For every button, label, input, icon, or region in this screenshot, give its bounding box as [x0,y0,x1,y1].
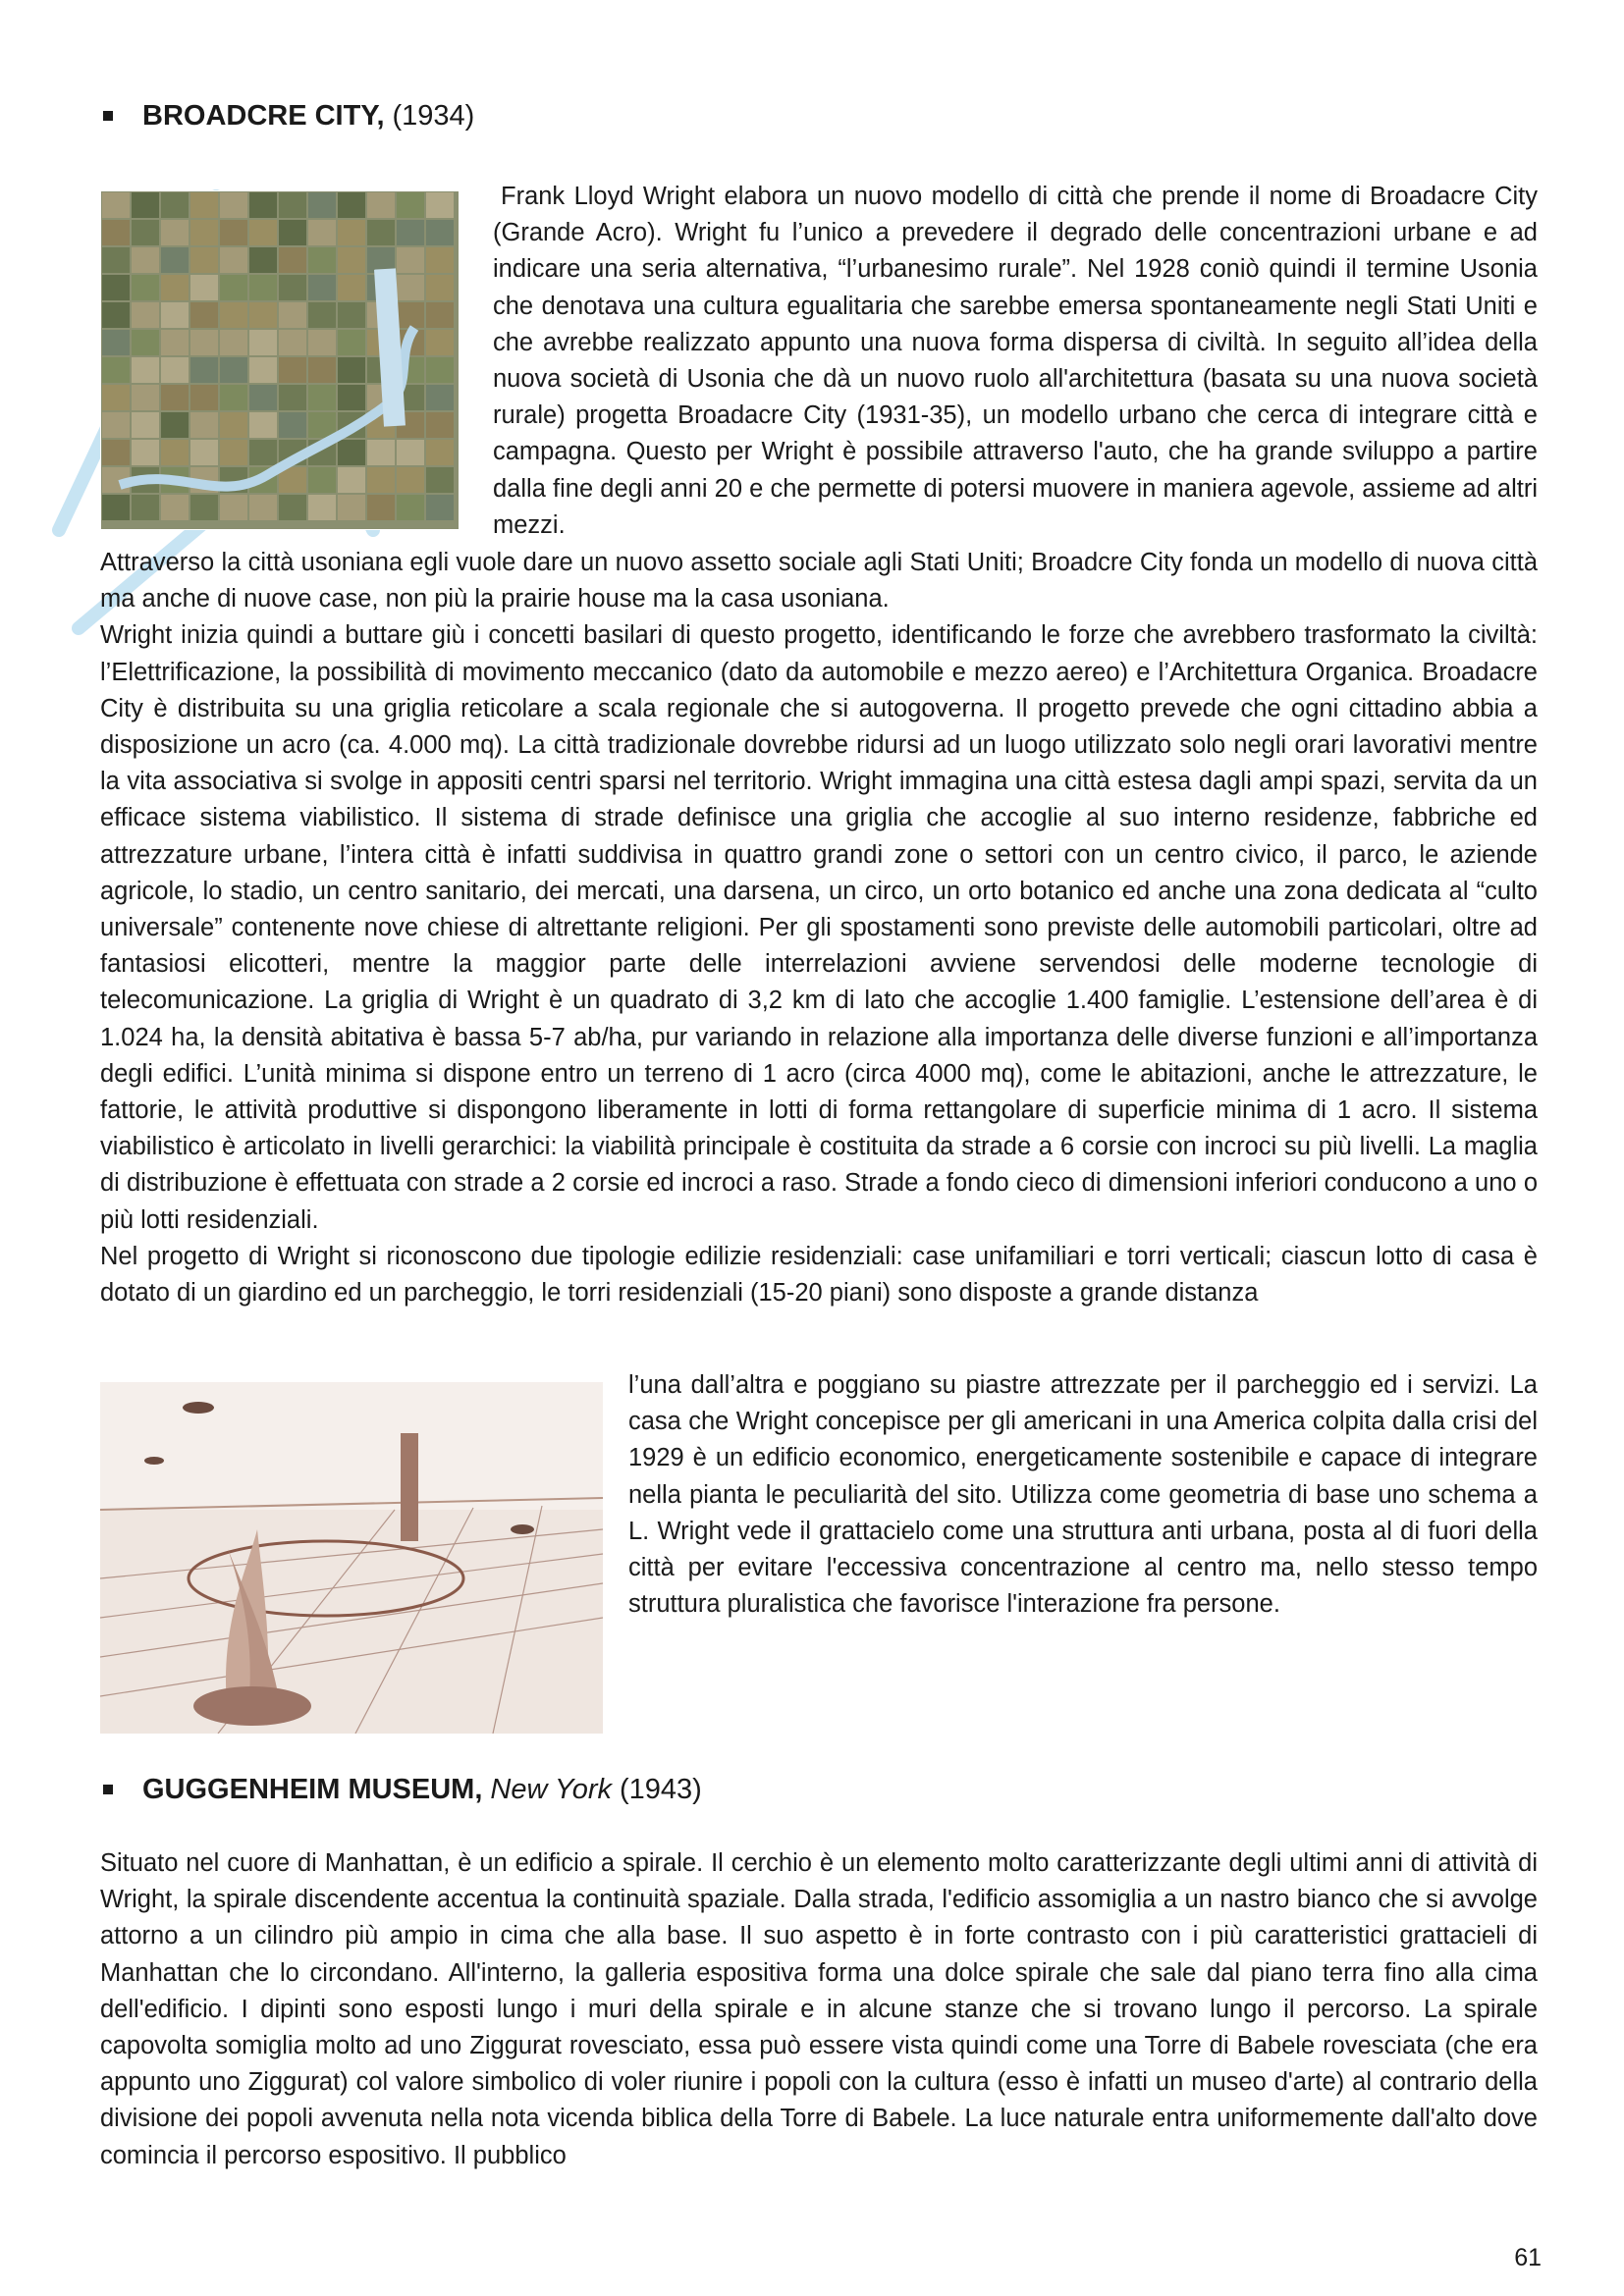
section-heading-broadacre [103,98,474,133]
section-heading-guggenheim [103,1772,702,1807]
paragraph-torri: l’una dall’altra e poggiano su piastre attrezzate per il parcheggio ed i servizi. La casa che Wright concepisce per gli americani in una America colpita dalla crisi del 1929 è un edificio economico, energeticamente sostenibile e capace di integrare nella pianta le peculiarità del sito. Utilizza come geometria di base uno schema a L. Wright vede il grattacielo come una struttura anti urbana, posta al di fuori della città per evitare l'eccessiva concentrazione al centro ma, nello stesso tempo struttura pluralistica che favorisce l'interazione fra persone. [628,1371,1538,1619]
broadacre-perspective-image [100,1382,603,1734]
bullet-icon [103,1785,113,1794]
bullet-icon [103,111,113,121]
page-number: 61 [1514,2244,1542,2271]
body-paragraphs-1 [100,545,1538,1311]
heading-year: (1943) [619,1774,702,1805]
intro-paragraph: Frank Lloyd Wright elabora un nuovo modello di città che prende il nome di Broadacre City (Grande Acro). Wright fu l’unico a prevedere il degrado delle concentrazioni urbane e ad indicare una seria alternativa, “l’urbanesimo rurale”. Nel 1928 coniò quindi il termine Usonia che denotava una cultura egualitaria che sarebbe emersa spontaneamente negli Stati Uniti e che avrebbe realizzato appunto una nuova forma dispersa di civiltà. In seguito all’idea della nuova società di Usonia che dà un nuovo ruolo all'architettura (basata su una nuova società rurale) progetta Broadacre City (1931-35), un modello urbano che cerca di integrare città e campagna. Questo per Wright è possibile attraverso l'auto, che ha grande sviluppo a partire dalla fine degli anni 20 e che permette di potersi muovere in maniera agevole, assieme ad altri mezzi. [493,183,1538,539]
paragraph-tipologie: Nel progetto di Wright si riconoscono due tipologie edilizie residenziali: case unifamiliari e torri verticali; ciascun lotto di casa è dotato di un giardino ed un parcheggio, le torri residenziali (15-20 piani) sono disposte a grande distanza [100,1242,1538,1308]
heading-place: New York [490,1774,612,1805]
heading-year: (1934) [392,100,475,132]
paragraph-guggenheim: Situato nel cuore di Manhattan, è un edificio a spirale. Il cerchio è un elemento molto caratterizzante degli ultimi anni di attività di Wright, la spirale discendente accentua la continuità spaziale. Dalla strada, l'edificio assomiglia a un nastro bianco che si avvolge attorno a un cilindro più ampio in cima che alla base. Il suo aspetto è in forte contrasto con i più caratteristici grattacieli di Manhattan che lo circondano. All'interno, la galleria espositiva forma una dolce spirale che sale dal piano terra fino alla cima dell'edificio. I dipinti sono esposti lungo i muri della spirale e in alcune stanze che si trovano lungo il percorso. La spirale capovolta somiglia molto ad uno Ziggurat rovesciato, essa può essere vista quindi come una Torre di Babele rovesciata (che era appunto uno Ziggurat) col valore simbolico di voler riunire i popoli con la cultura (esso è infatti un museo d'arte) al contrario della divisione dei popoli avvenuta nella nota vicenda biblica della Torre di Babele. La luce naturale entra uniformemente dall'alto dove comincia il percorso espositivo. Il pubblico [100,1849,1538,2169]
guggenheim-paragraph-block [100,1845,1538,2174]
tower-paragraph-block [628,1367,1538,1623]
intro-paragraph-block [493,179,1538,544]
heading-title: BROADCRE CITY, [142,100,385,132]
heading-title: GUGGENHEIM MUSEUM, [142,1774,483,1805]
broadacre-model-image [100,190,460,530]
paragraph-concetti: Wright inizia quindi a buttare giù i concetti basilari di questo progetto, identificando le forze che avrebbero trasformato la civiltà: l’Elettrificazione, la possibilità di movimento meccanico (dato da automobile e mezzo aereo) e l’Architettura Organica. Broadacre City è distribuita su una griglia reticolare a scala regionale che si autogoverna. Il progetto prevede che ogni cittadino abbia a disposizione un acro (ca. 4.000 mq). La città tradizionale dovrebbe ridursi ad un luogo utilizzato solo negli orari lavorativi mentre la vita associativa si svolge in appositi centri sparsi nel territorio. Wright immagina una città estesa dagli ampi spazi, servita da un efficace sistema viabilistico. Il sistema di strade definisce una griglia che accoglie al suo interno residenze, fabbriche ed attrezzature urbane, l’intera città è infatti suddivisa in quattro grandi zone o settori con un centro civico, il parco, le aziende agricole, lo stadio, un centro sanitario, dei mercati, una darsena, un circo, un orto botanico ed anche una zona dedicata al “culto universale” contenente nove chiese di altrettante religioni. Per gli spostamenti sono previste delle automobili particolari, oltre ad fantasiosi elicotteri, mentre la maggior parte delle interrelazioni avviene servendosi delle moderne tecnologie di telecomunicazione. La griglia di Wright è un quadrato di 3,2 km di lato che accoglie 1.400 famiglie. L’estensione dell’area è di 1.024 ha, la densità abitativa è bassa 5-7 ab/ha, pur variando in relazione alla importanza delle diverse funzioni e all’importanza degli edifici. L’unità minima si dispone entro un terreno di 1 acro (circa 4000 mq), come le abitazioni, anche le attrezzature, le fattorie, le attività produttive si dispongono liberamente in lotti di forma rettangolare di superficie minima di 1 acro. Il sistema viabilistico è articolato in livelli gerarchici: la viabilità principale è costituita da strade a 6 corsie con incroci su più livelli. La maglia di distribuzione è effettuata con strade a 2 corsie ed incroci a raso. Strade a fondo cieco di dimensioni inferiori conducono a uno o più lotti residenziali. [100,621,1538,1234]
paragraph-usoniana: Attraverso la città usoniana egli vuole dare un nuovo assetto sociale agli Stati Uniti; Broadcre City fonda un modello di nuova città ma anche di nuove case, non più la prairie house ma la casa usoniana. [100,549,1538,614]
